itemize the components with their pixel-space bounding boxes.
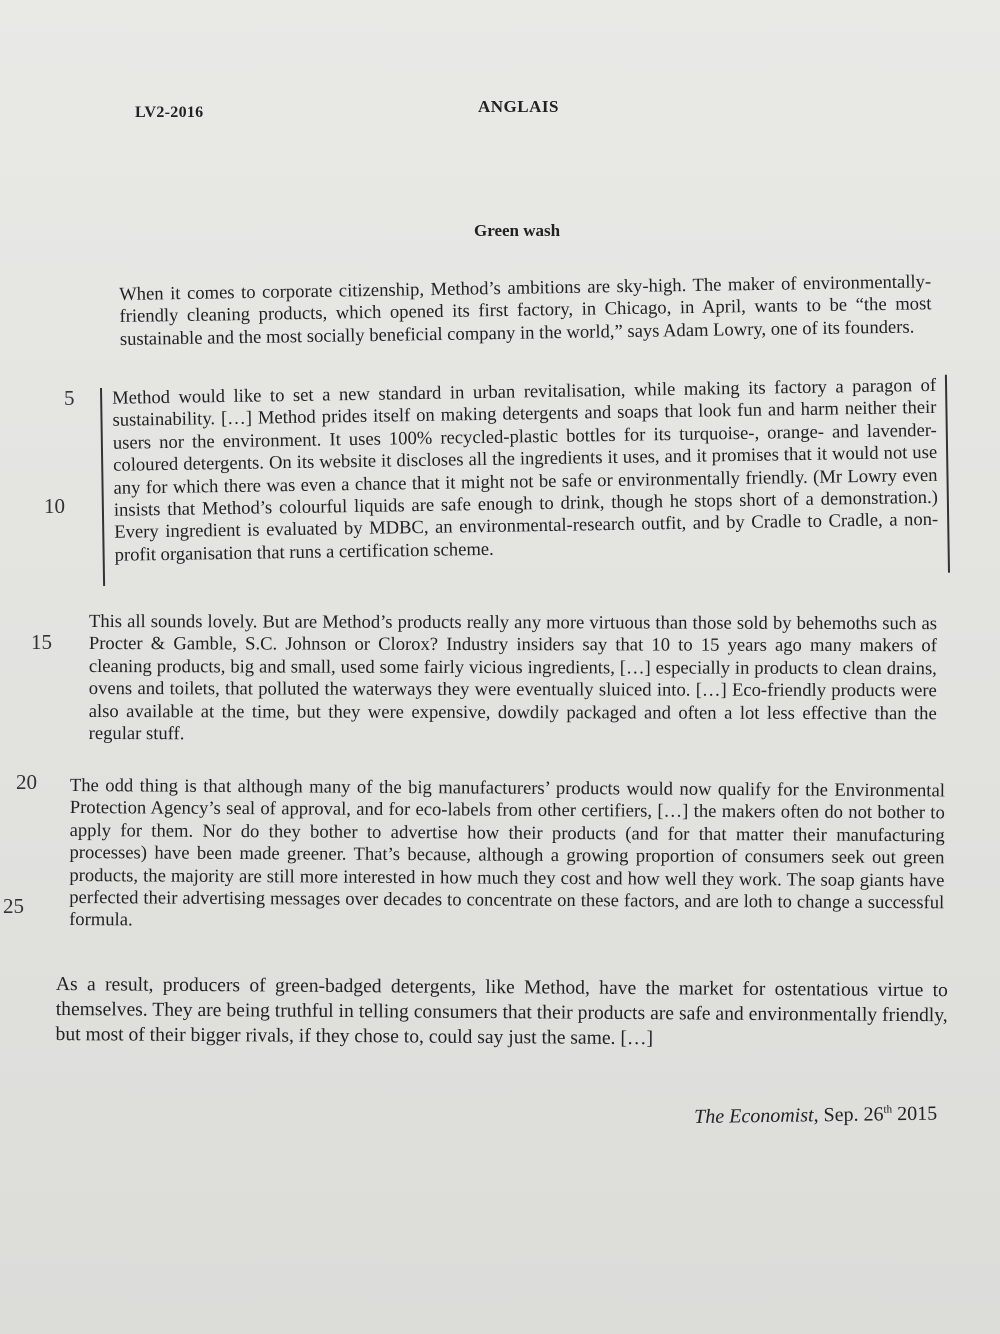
citation-year: 2015 [891, 1102, 938, 1126]
line-number: 25 [3, 894, 24, 918]
subject-heading: ANGLAIS [478, 97, 559, 116]
paragraph-2: Method would like to set a new standard in urban revitalisation, while making its factory a paragon of sustainability. […] Method prides itself on making detergents and soaps that look fun and harm neither their users nor the environment. It uses 100% recycled-plastic bottles for its turquoise-, orange- and lavender-coloured detergents. On its website it discloses all the ingredients it uses, and it promises that it would not use any for which there was even a chance that it might not be safe or environmentally friendly. (Mr Lowry even insists that Method’s colourful liquids are safe enough to drink, though he stops short of a demonstration.) Every ingredient is evaluated by MDBC, an environmental-research outfit, and by Cradle to Cradle, a non-profit organisation that runs a certification scheme. [111, 374, 939, 566]
paragraph-5: As a result, producers of green-badged detergents, like Method, have the market for ostentatious virtue to themselves. They are being truthful in telling consumers that their products are safe and environmentally friendly, but most of their bigger rivals, if they chose to, could say just the same. […] [55, 973, 948, 1050]
line-number: 15 [31, 630, 52, 654]
line-number: 5 [64, 386, 75, 410]
exam-code: LV2-2016 [135, 104, 204, 121]
publication-name: The Economist [694, 1104, 814, 1128]
paragraph-3: This all sounds lovely. But are Method’s products really any more virtuous than those sold by behemoths such as Procter & Gamble, S.C. Johnson or Clorox? Industry insiders say that 10 to 15 years ago many makers of cleaning products, big and small, used some fairly vicious ingredients, […] especially in products to clean drains, ovens and toilets, that polluted the waterways they were eventually sluiced into. […] Eco-friendly products were also available at the time, but they were expensive, dowdily packaged and often a lot less effective than the regular stuff. [88, 611, 937, 745]
ordinal-suffix: th [883, 1103, 893, 1116]
source-citation [694, 1103, 937, 1129]
line-number: 20 [16, 770, 37, 794]
article-title: Green wash [474, 221, 561, 240]
paragraph-1: When it comes to corporate citizenship, Method’s ambitions are sky-high. The maker of environmentally-friendly cleaning products, which opened its first factory, in Chicago, in April, wants to be “the most sustainable and the most socially beneficial company in the world,” says Adam Lowry, one of its founders. [119, 271, 932, 350]
line-number: 10 [44, 494, 65, 518]
bracketed-passage [100, 375, 950, 586]
paragraph-4: The odd thing is that although many of the big manufacturers’ products would now qualify for the Environmental Protection Agency’s seal of approval, and for eco-labels from other certifiers, […] the makers often do not bother to apply for them. Nor do they bother to advertise how their products (and for that matter their manufacturing processes) have been made greener. That’s because, although a growing proportion of consumers seek out green products, the majority are still more interested in how much they cost and how well they work. The soap giants have perfected their advertising messages over decades to concentrate on these factors, and are loth to change a successful formula. [69, 775, 945, 931]
citation-date: , Sep. 26 [813, 1103, 884, 1127]
